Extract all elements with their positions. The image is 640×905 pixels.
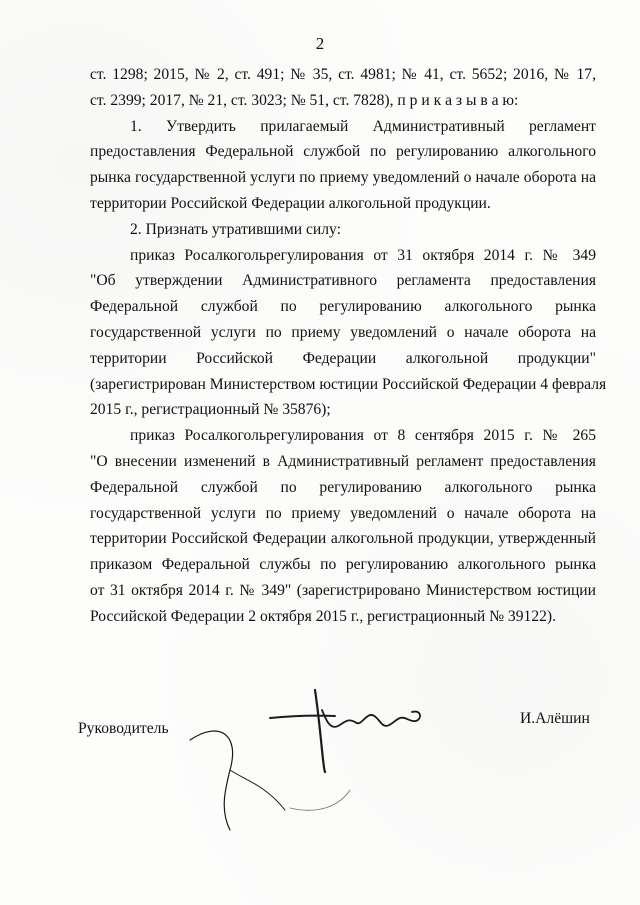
signature-block: [0, 680, 640, 840]
text-line: территории Российской Федерации алкогольной продукции.: [90, 194, 491, 212]
text-line: ст. 1298; 2015, № 2, ст. 491; № 35, ст. 4981; № 41, ст. 5652; 2016, № 17,: [90, 66, 596, 83]
text-line: рынка государственной услуги по приему уведомлений о начале оборота на: [90, 169, 596, 187]
text-line: государственной услуги по приему уведомлений о начале оборота на: [90, 504, 596, 522]
text-line: Федеральной службой по регулированию алкогольного рынка: [90, 298, 596, 316]
text-line: территории Российской Федерации алкогольной продукции": [90, 349, 596, 367]
text-line: приказ Росалкогольрегулирования от 8 сентября 2015 г. № 265: [130, 427, 596, 445]
document-body: [90, 62, 607, 630]
text-line: предоставления Федеральной службой по регулированию алкогольного: [90, 143, 596, 161]
text-line: приказом Федеральной службы по регулированию алкогольного рынка: [90, 556, 596, 574]
handwritten-signature: [150, 680, 450, 840]
text-line: ст. 2399; 2017, № 21, ст. 3023; № 51, ст. 7828), п р и к а з ы в а ю:: [90, 91, 519, 109]
text-line: от 31 октября 2014 г. № 349" (зарегистрировано Министерством юстиции: [90, 581, 596, 599]
text-line: 1. Утвердить прилагаемый Административный регламент: [130, 117, 596, 135]
text-line: территории Российской Федерации алкогольной продукции, утвержденный: [90, 530, 596, 548]
page-number: 2: [315, 34, 325, 53]
text-line: 2. Признать утратившими силу:: [130, 220, 341, 238]
text-line: Федеральной службой по регулированию алкогольного рынка: [90, 478, 596, 496]
text-line: "Об утверждении Административного регламента предоставления: [90, 272, 596, 290]
text-line: Российской Федерации 2 октября 2015 г., регистрационный № 39122).: [90, 607, 557, 625]
text-line: 2015 г., регистрационный № 35876);: [90, 401, 331, 419]
text-line: (зарегистрирован Министерством юстиции Российской Федерации 4 февраля: [90, 375, 607, 393]
text-line: "О внесении изменений в Административный регламент предоставления: [90, 452, 596, 470]
text-line: приказ Росалкогольрегулирования от 31 октября 2014 г. № 349: [130, 246, 596, 264]
signatory-name: И.Алёшин: [520, 710, 590, 727]
signatory-title: Руководитель: [78, 720, 169, 737]
text-line: государственной услуги по приему уведомлений о начале оборота на: [90, 323, 596, 341]
